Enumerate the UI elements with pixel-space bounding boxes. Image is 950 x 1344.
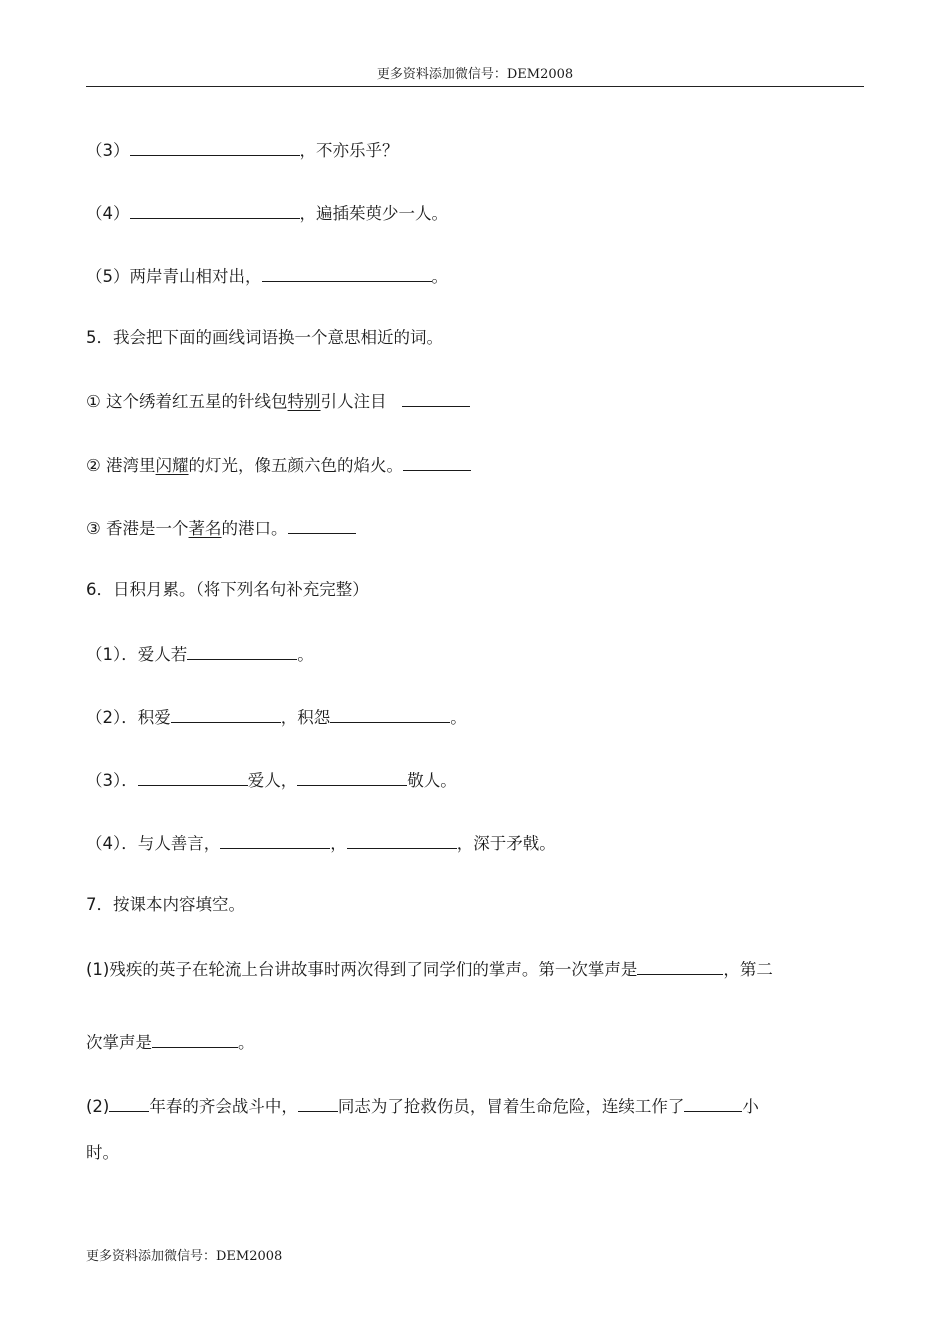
- q4-4-label: （4）: [86, 204, 130, 223]
- answer-blank[interactable]: [109, 1094, 149, 1112]
- q6-line-4: [86, 831, 556, 856]
- q6-3-mid: 爱人，: [247, 771, 298, 790]
- q4-3-label: （3）: [86, 141, 130, 160]
- underlined-word: 特别: [287, 392, 321, 411]
- q7-1b-text: 次掌声是: [86, 1033, 152, 1052]
- q6-line-3: [86, 768, 457, 793]
- q4-4-text: ，遍插茱萸少一人。: [299, 204, 448, 223]
- q6-title: 6．日积月累。（将下列名句补充完整）: [86, 580, 369, 599]
- q7-1b-end: 。: [238, 1033, 255, 1052]
- q6-3-end: 敬人。: [407, 771, 457, 790]
- q7-2-mid1: 年春的齐会战斗中，: [149, 1097, 298, 1116]
- answer-blank[interactable]: [288, 516, 356, 534]
- page-header: 更多资料添加微信号：DEM2008: [86, 66, 864, 87]
- answer-blank[interactable]: [130, 138, 300, 156]
- answer-blank[interactable]: [262, 264, 432, 282]
- q5-1-text: ① 这个绣着红五星的针线包: [86, 392, 288, 411]
- q5-item-3: [86, 516, 356, 541]
- q7-para-1a: [86, 957, 773, 982]
- q4-line-4: [86, 201, 448, 226]
- answer-blank[interactable]: [403, 453, 471, 471]
- q5-1-text-end: 引人注目: [320, 392, 387, 411]
- q6-3-text: （3）．: [86, 771, 138, 790]
- answer-blank[interactable]: [347, 831, 457, 849]
- q5-2-text-end: 的灯光，像五颜六色的焰火。: [188, 456, 404, 475]
- q7-para-2a: [86, 1094, 759, 1119]
- q5-title: 5．我会把下面的画线词语换一个意思相近的词。: [86, 328, 443, 347]
- answer-blank[interactable]: [187, 642, 297, 660]
- q7-title: 7．按课本内容填空。: [86, 895, 245, 914]
- q7-para-1b: [86, 1030, 255, 1055]
- q6-1-end: 。: [297, 645, 314, 664]
- q4-5-text: （5）两岸青山相对出，: [86, 267, 262, 286]
- q7-2-mid2: 同志为了抢救伤员，冒着生命危险，连续工作了: [337, 1097, 685, 1116]
- underlined-word: 闪耀: [155, 456, 189, 475]
- q5-3-text-end: 的港口。: [221, 519, 288, 538]
- q7-1-end: ，第二: [723, 960, 773, 979]
- q7-para-2b: 时。: [86, 1143, 119, 1162]
- q5-item-2: [86, 453, 471, 478]
- q7-2-end: 小: [742, 1097, 759, 1116]
- q6-2-end: 。: [450, 708, 467, 727]
- q6-4-text: （4）．与人善言，: [86, 834, 221, 853]
- q6-2-mid: ，积怨: [280, 708, 331, 727]
- q6-line-1: [86, 642, 314, 667]
- q6-1-text: （1）．爱人若: [86, 645, 188, 664]
- answer-blank[interactable]: [402, 389, 470, 407]
- q4-line-5: [86, 264, 448, 289]
- q6-2-text: （2）．积爱: [86, 708, 171, 727]
- q7-1-text: (1)残疾的英子在轮流上台讲故事时两次得到了同学们的掌声。第一次掌声是: [86, 960, 638, 979]
- answer-blank[interactable]: [130, 201, 300, 219]
- answer-blank[interactable]: [171, 705, 281, 723]
- answer-blank[interactable]: [298, 1094, 338, 1112]
- q4-5-end: 。: [431, 267, 448, 286]
- q6-4-end: ，深于矛戟。: [456, 834, 556, 853]
- answer-blank[interactable]: [637, 957, 723, 975]
- answer-blank[interactable]: [220, 831, 330, 849]
- q7-2-label: (2): [86, 1097, 110, 1116]
- q5-2-text: ② 港湾里: [86, 456, 156, 475]
- answer-blank[interactable]: [138, 768, 248, 786]
- answer-blank[interactable]: [297, 768, 407, 786]
- answer-blank[interactable]: [330, 705, 450, 723]
- q5-3-text: ③ 香港是一个: [86, 519, 189, 538]
- underlined-word: 著名: [188, 519, 222, 538]
- q6-line-2: [86, 705, 467, 730]
- q6-4-mid: ，: [330, 834, 347, 853]
- q4-3-text: ，不亦乐乎？: [299, 141, 399, 160]
- q5-item-1: [86, 389, 470, 414]
- answer-blank[interactable]: [152, 1030, 238, 1048]
- page-footer: 更多资料添加微信号：DEM2008: [86, 1249, 283, 1264]
- q4-line-3: [86, 138, 399, 163]
- answer-blank[interactable]: [684, 1094, 742, 1112]
